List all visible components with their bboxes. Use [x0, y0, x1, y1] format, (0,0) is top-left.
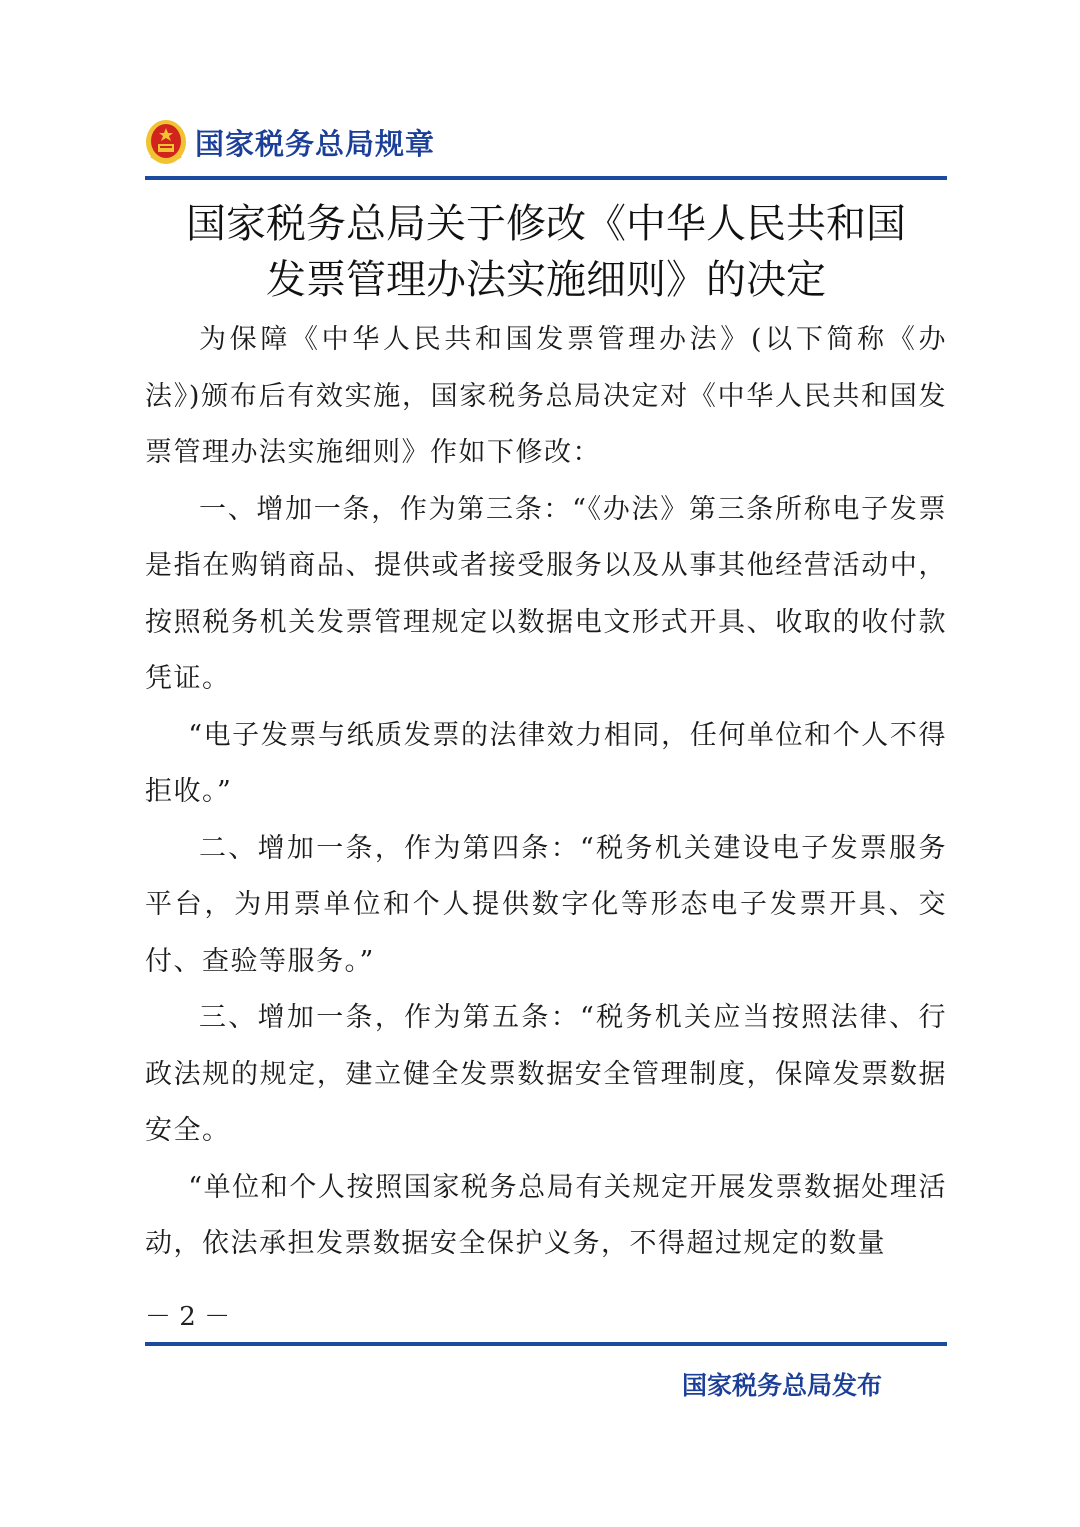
- national-emblem-icon: [145, 118, 187, 166]
- paragraph-item-1-cont: “电子发票与纸质发票的法律效力相同，任何单位和个人不得拒收。”: [145, 719, 947, 807]
- paragraph-intro: 为保障《中华人民共和国发票管理办法》(以下简称《办法》)颁布后有效实施，国家税务总局决定对《中华人民共和国发票管理办法实施细则》作如下修改：: [145, 324, 947, 468]
- document-body: [145, 312, 947, 1273]
- paragraph-item-3-cont: “单位和个人按照国家税务总局有关规定开展发票数据处理活动，依法承担发票数据安全保护义务，不得超过规定的数量: [145, 1171, 947, 1259]
- paragraph-item-1: 一、增加一条，作为第三条：“《办法》第三条所称电子发票是指在购销商品、提供或者接受服务以及从事其他经营活动中，按照税务机关发票管理规定以数据电文形式开具、收取的收付款凭证。: [145, 493, 947, 694]
- page-number: － 2 －: [145, 1302, 231, 1332]
- bottom-divider: [145, 1342, 947, 1346]
- document-title-line2: 发票管理办法实施细则》的决定: [266, 257, 826, 303]
- document-title-line1: 国家税务总局关于修改《中华人民共和国: [186, 201, 906, 247]
- footer-publisher: 国家税务总局发布: [681, 1371, 882, 1400]
- document-title: [145, 196, 947, 308]
- top-divider: [145, 176, 947, 180]
- header-title: 国家税务总局规章: [195, 126, 436, 161]
- document-header: [145, 112, 947, 172]
- paragraph-item-2: 二、增加一条，作为第四条：“税务机关建设电子发票服务平台，为用票单位和个人提供数字化等形态电子发票开具、交付、查验等服务。”: [145, 832, 947, 977]
- paragraph-item-3: 三、增加一条，作为第五条：“税务机关应当按照法律、行政法规的规定，建立健全发票数据安全管理制度，保障发票数据安全。: [145, 1002, 947, 1146]
